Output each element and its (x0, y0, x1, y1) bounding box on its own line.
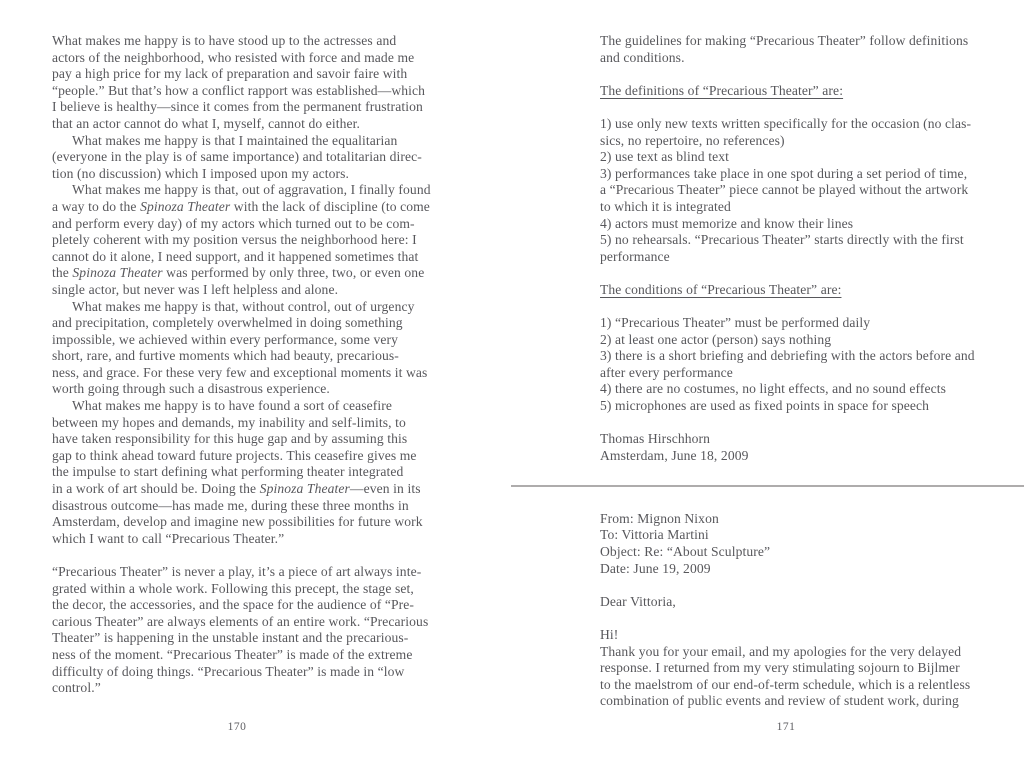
text-line (52, 597, 488, 614)
text-segment: 2) at least one actor (person) says nothing (600, 331, 832, 347)
text-line (52, 381, 488, 398)
text-line (52, 99, 488, 116)
spacer (52, 547, 488, 564)
italic-work-title: Spinoza Theater (259, 481, 350, 497)
page-number-right: 171 (776, 721, 796, 733)
text-line (52, 116, 488, 133)
text-line (600, 398, 1010, 415)
text-segment: 5) microphones are used as fixed points in space for speech (600, 398, 930, 414)
text-segment: the impulse to start defining what performing theater integrated (52, 464, 404, 480)
text-line (600, 315, 1010, 332)
text-segment: ness, and grace. For these very few and exceptional moments it was (52, 364, 428, 380)
text-line (52, 33, 488, 50)
text-line (52, 581, 488, 598)
text-line (52, 348, 488, 365)
text-line (52, 265, 488, 282)
text-line (52, 182, 488, 199)
text-line (52, 232, 488, 249)
text-segment: Thomas Hirschhorn (600, 431, 711, 447)
paragraph-happy-aggravation (52, 182, 488, 298)
text-segment: with the lack of discipline (to come (230, 198, 430, 214)
text-segment: Dear Vittoria, (600, 593, 676, 609)
text-segment: From: Mignon Nixon (600, 510, 719, 526)
text-line (52, 481, 488, 498)
text-segment: What makes me happy is to have found a sort of ceasefire (72, 398, 393, 414)
text-line (600, 83, 1010, 100)
text-segment: pay a high price for my lack of preparation and savoir faire with (52, 66, 408, 82)
text-line (600, 644, 1010, 661)
text-line (52, 315, 488, 332)
text-line (52, 630, 488, 647)
text-segment: actors of the neighborhood, who resisted with force and made me (52, 49, 415, 65)
text-segment: the (52, 265, 73, 281)
text-line (600, 216, 1010, 233)
text-line (600, 182, 1010, 199)
text-line (52, 332, 488, 349)
text-segment: was performed by only three, two, or even one (162, 265, 425, 281)
text-segment: sics, no repertoire, no references) (600, 132, 785, 148)
paragraph-happy-urgency (52, 299, 488, 399)
text-line (52, 415, 488, 432)
text-line (52, 216, 488, 233)
text-segment: Hi! (600, 626, 619, 642)
text-line (600, 511, 1010, 528)
spacer (600, 66, 1010, 83)
text-line (600, 693, 1010, 710)
list-definitions (600, 116, 1010, 265)
text-segment: (everyone in the play is of same importance) and totalitarian direc- (52, 149, 422, 165)
text-line (600, 660, 1010, 677)
text-segment: single actor, but never was I left helpless and alone. (52, 281, 339, 297)
spacer (600, 265, 1010, 282)
text-segment: difficulty of doing things. “Precarious Theater” is made in “low (52, 663, 405, 679)
text-line (52, 282, 488, 299)
text-segment: and perform every day) of my actors which turned out to be com- (52, 215, 415, 231)
text-line (52, 498, 488, 515)
text-segment: a way to do the (52, 198, 141, 214)
paragraph-happy-ceasefire (52, 398, 488, 547)
text-segment: combination of public events and review of student work, during (600, 693, 959, 709)
text-segment: What makes me happy is that, without control, out of urgency (72, 298, 415, 314)
text-line (600, 448, 1010, 465)
text-segment: Date: June 19, 2009 (600, 560, 711, 576)
text-line (600, 282, 1010, 299)
page-number-left: 170 (227, 721, 247, 733)
text-line (52, 83, 488, 100)
spacer (600, 610, 1010, 627)
text-line (52, 664, 488, 681)
text-segment: disastrous outcome—has made me, during these three months in (52, 497, 409, 513)
text-segment: Object: Re: “About Sculpture” (600, 544, 771, 560)
text-segment: short, rare, and furtive moments which had beauty, precarious- (52, 348, 399, 364)
text-line (600, 527, 1010, 544)
spacer (600, 487, 1010, 510)
text-line (52, 680, 488, 697)
text-segment: Amsterdam, develop and imagine new possibilities for future work (52, 514, 423, 530)
text-segment: and conditions. (600, 49, 685, 65)
text-segment: carious Theater” are always elements of an entire work. “Precarious (52, 613, 429, 629)
text-line (52, 149, 488, 166)
text-line (600, 431, 1010, 448)
text-segment: response. I returned from my very stimulating sojourn to Bijlmer (600, 660, 960, 676)
text-segment: have taken responsibility for this huge gap and by assuming this (52, 431, 408, 447)
text-line (52, 647, 488, 664)
text-segment: that an actor cannot do what I, myself, cannot do either. (52, 115, 361, 131)
text-segment: What makes me happy is that I maintained the equalitarian (72, 132, 398, 148)
text-segment: between my hopes and demands, my inability and self-limits, to (52, 414, 406, 430)
text-line (52, 50, 488, 67)
list-conditions (600, 315, 1010, 415)
heading-conditions (600, 282, 1010, 299)
text-segment: and precipitation, completely overwhelmed in doing something (52, 315, 403, 331)
text-line (600, 199, 1010, 216)
text-segment: 4) actors must memorize and know their lines (600, 215, 854, 231)
paragraph-guidelines (600, 33, 1010, 66)
text-segment: The guidelines for making “Precarious Theater” follow definitions (600, 33, 969, 48)
text-segment: What makes me happy is that, out of aggravation, I finally found (72, 182, 431, 198)
text-segment: tion (no discussion) which I imposed upon my actors. (52, 165, 350, 181)
text-line (600, 544, 1010, 561)
text-line (52, 199, 488, 216)
text-segment: performance (600, 248, 670, 264)
text-segment: 1) use only new texts written specifically for the occasion (no clas- (600, 115, 972, 131)
text-line (600, 627, 1010, 644)
text-segment: Thank you for your email, and my apologies for the very delayed (600, 643, 962, 659)
text-line (600, 116, 1010, 133)
text-line (600, 365, 1010, 382)
text-line (52, 249, 488, 266)
text-line (52, 299, 488, 316)
text-line (52, 464, 488, 481)
text-segment: impossible, we achieved within every performance, some very (52, 331, 399, 347)
email-header (600, 511, 1010, 577)
text-segment: To: Vittoria Martini (600, 527, 709, 543)
spacer (600, 464, 1010, 485)
text-segment: to which it is integrated (600, 198, 731, 214)
text-segment: worth going through such a disastrous experience. (52, 381, 330, 397)
text-line (600, 249, 1010, 266)
text-segment: grated within a whole work. Following this precept, the stage set, (52, 580, 414, 596)
text-line (600, 166, 1010, 183)
text-segment: 2) use text as blind text (600, 149, 729, 165)
spacer (600, 99, 1010, 116)
text-line (600, 232, 1010, 249)
text-segment: —even in its (349, 481, 421, 497)
text-line (52, 431, 488, 448)
text-segment: which I want to call “Precarious Theater.” (52, 530, 285, 546)
text-segment: Amsterdam, June 18, 2009 (600, 447, 749, 463)
text-segment: to the maelstrom of our end-of-term schedule, which is a relentless (600, 676, 971, 692)
text-line (600, 33, 1010, 50)
text-segment: cannot do it alone, I need support, and it happened sometimes that (52, 248, 419, 264)
text-segment: 3) performances take place in one spot during a set period of time, (600, 165, 968, 181)
text-line (600, 381, 1010, 398)
heading-definitions (600, 83, 1010, 100)
spacer (600, 299, 1010, 316)
italic-work-title: Spinoza Theater (72, 265, 163, 281)
text-segment: 3) there is a short briefing and debriefing with the actors before and (600, 348, 975, 364)
text-line (600, 332, 1010, 349)
italic-work-title: Spinoza Theater (140, 198, 231, 214)
text-line (600, 133, 1010, 150)
text-line (52, 531, 488, 548)
text-segment: gap to think ahead toward future projects. This ceasefire gives me (52, 447, 417, 463)
text-segment: “Precarious Theater” is never a play, it’s a piece of art always inte- (52, 564, 422, 579)
text-segment: pletely coherent with my position versus the neighborhood here: I (52, 232, 417, 248)
text-segment: 4) there are no costumes, no light effects, and no sound effects (600, 381, 947, 397)
text-segment: in a work of art should be. Doing the (52, 481, 260, 497)
text-line (52, 398, 488, 415)
text-segment: Theater” is happening in the unstable instant and the precarious- (52, 630, 409, 646)
text-line (52, 166, 488, 183)
text-segment: What makes me happy is to have stood up to the actresses and (52, 33, 397, 48)
paragraph-precarious-theater-definition (52, 564, 488, 697)
text-line (52, 448, 488, 465)
text-segment: 5) no rehearsals. “Precarious Theater” starts directly with the first (600, 232, 964, 248)
text-line (52, 564, 488, 581)
text-segment: The definitions of “Precarious Theater” are: (600, 82, 844, 98)
email-body (600, 627, 1010, 710)
text-line (52, 66, 488, 83)
text-line (52, 365, 488, 382)
text-line (600, 594, 1010, 611)
text-line (52, 133, 488, 150)
text-segment: the decor, the accessories, and the space for the audience of “Pre- (52, 597, 415, 613)
spacer (600, 415, 1010, 432)
right-text-column (600, 33, 1010, 710)
text-line (600, 50, 1010, 67)
text-segment: I believe is healthy—since it comes from the permanent frustration (52, 99, 423, 115)
text-segment: control.” (52, 680, 101, 696)
left-text-column (52, 33, 488, 697)
paragraph-happy-equalitarian (52, 133, 488, 183)
text-line (600, 561, 1010, 578)
text-segment: The conditions of “Precarious Theater” are: (600, 281, 842, 297)
text-segment: “people.” But that’s how a conflict rapport was established—which (52, 82, 426, 98)
text-line (52, 514, 488, 531)
text-segment: ness of the moment. “Precarious Theater” is made of the extreme (52, 646, 413, 662)
salutation (600, 594, 1010, 611)
text-line (600, 149, 1010, 166)
text-segment: a “Precarious Theater” piece cannot be played without the artwork (600, 182, 969, 198)
text-segment: 1) “Precarious Theater” must be performed daily (600, 315, 871, 331)
signature-block (600, 431, 1010, 464)
paragraph-happy-stood-up (52, 33, 488, 133)
spacer (600, 577, 1010, 594)
text-line (600, 348, 1010, 365)
text-segment: after every performance (600, 364, 733, 380)
text-line (52, 614, 488, 631)
text-line (600, 677, 1010, 694)
